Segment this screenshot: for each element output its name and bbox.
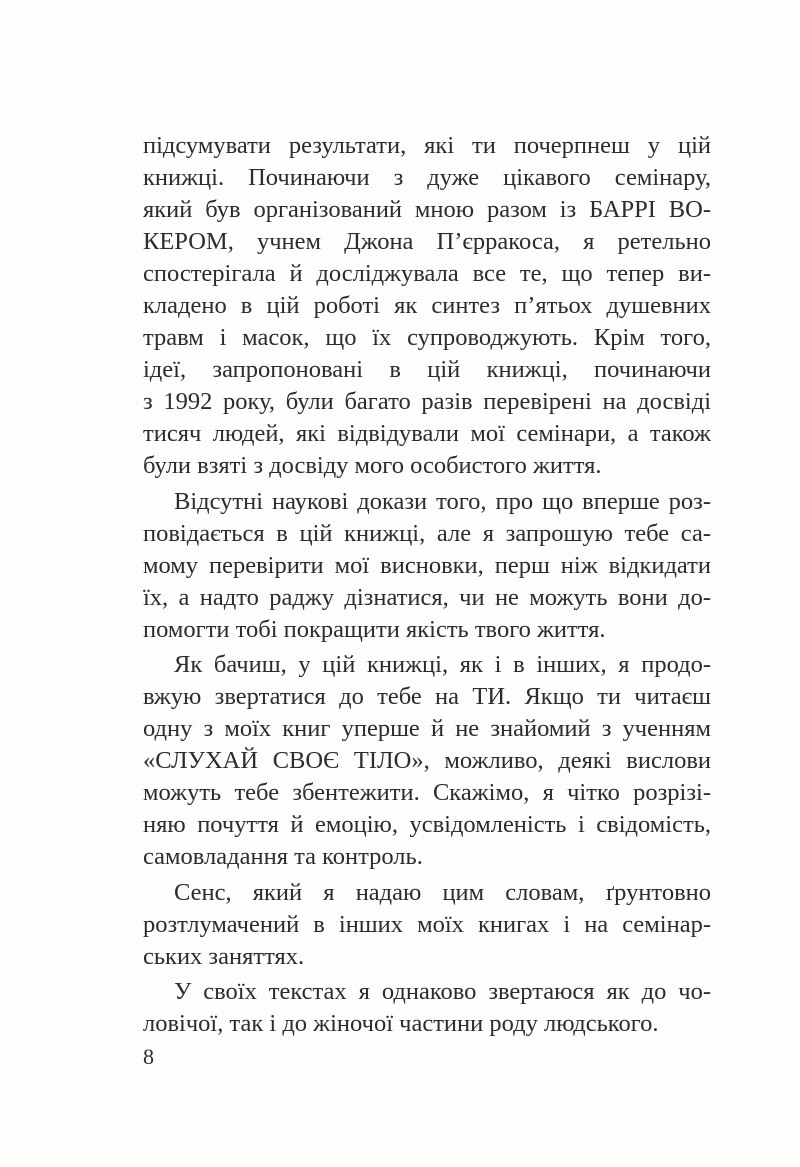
text-line: ловічої, так і до жіночої частини роду людського. <box>143 1010 659 1037</box>
text-line: КЕРОМ, учнем Джона П’єрракоса, я ретельно <box>143 228 711 255</box>
text-line: їх, а надто раджу дізнатися, чи не можуть вони до- <box>143 584 711 611</box>
text-line: розтлумачений в інших моїх книгах і на семінар- <box>143 911 711 938</box>
text-line: У своїх текстах я однаково звертаюся як до чо- <box>174 978 711 1005</box>
text-line: повідається в цій книжці, але я запрошую тебе са- <box>143 520 711 547</box>
text-line: можуть тебе збентежити. Скажімо, я чітко розрізі- <box>143 779 711 806</box>
text-line: підсумувати результати, які ти почерпнеш у цій <box>143 132 711 159</box>
text-line: кладено в цій роботі як синтез п’ятьох душевних <box>143 292 711 319</box>
text-line: Сенс, який я надаю цим словам, ґрунтовно <box>174 879 711 906</box>
text-line: ських заняттях. <box>143 943 305 970</box>
text-line: одну з моїх книг уперше й не знайомий з ученням <box>143 715 711 742</box>
text-line: Як бачиш, у цій книжці, як і в інших, я продо- <box>174 651 711 678</box>
text-line: вжую звертатися до тебе на ТИ. Якщо ти читаєш <box>143 683 711 710</box>
text-line: який був організований мною разом із БАРРІ ВО- <box>143 196 711 223</box>
text-line: ідеї, запропоновані в цій книжці, починаючи <box>143 356 711 383</box>
text-line: мому перевірити мої висновки, перш ніж відкидати <box>143 552 711 579</box>
text-line: помогти тобі покращити якість твого життя. <box>143 616 606 643</box>
text-line: «СЛУХАЙ СВОЄ ТІЛО», можливо, деякі вислови <box>143 747 711 774</box>
page-number: 8 <box>143 1044 154 1069</box>
text-line: з 1992 року, були багато разів перевірені на досвіді <box>143 388 711 415</box>
text-line: самовладання та контроль. <box>143 843 423 870</box>
text-line: травм і масок, що їх супроводжують. Крім того, <box>143 324 711 351</box>
text-line: тисяч людей, які відвідували мої семінари, а також <box>143 420 711 447</box>
text-line: книжці. Починаючи з дуже цікавого семінару, <box>143 164 711 191</box>
text-line: були взяті з досвіду мого особистого життя. <box>143 452 602 479</box>
text-line: спостерігала й досліджувала все те, що тепер ви- <box>143 260 711 287</box>
text-line: Відсутні наукові докази того, про що вперше роз- <box>174 488 711 515</box>
text-line: няю почуття й емоцію, усвідомленість і свідомість, <box>143 811 711 838</box>
